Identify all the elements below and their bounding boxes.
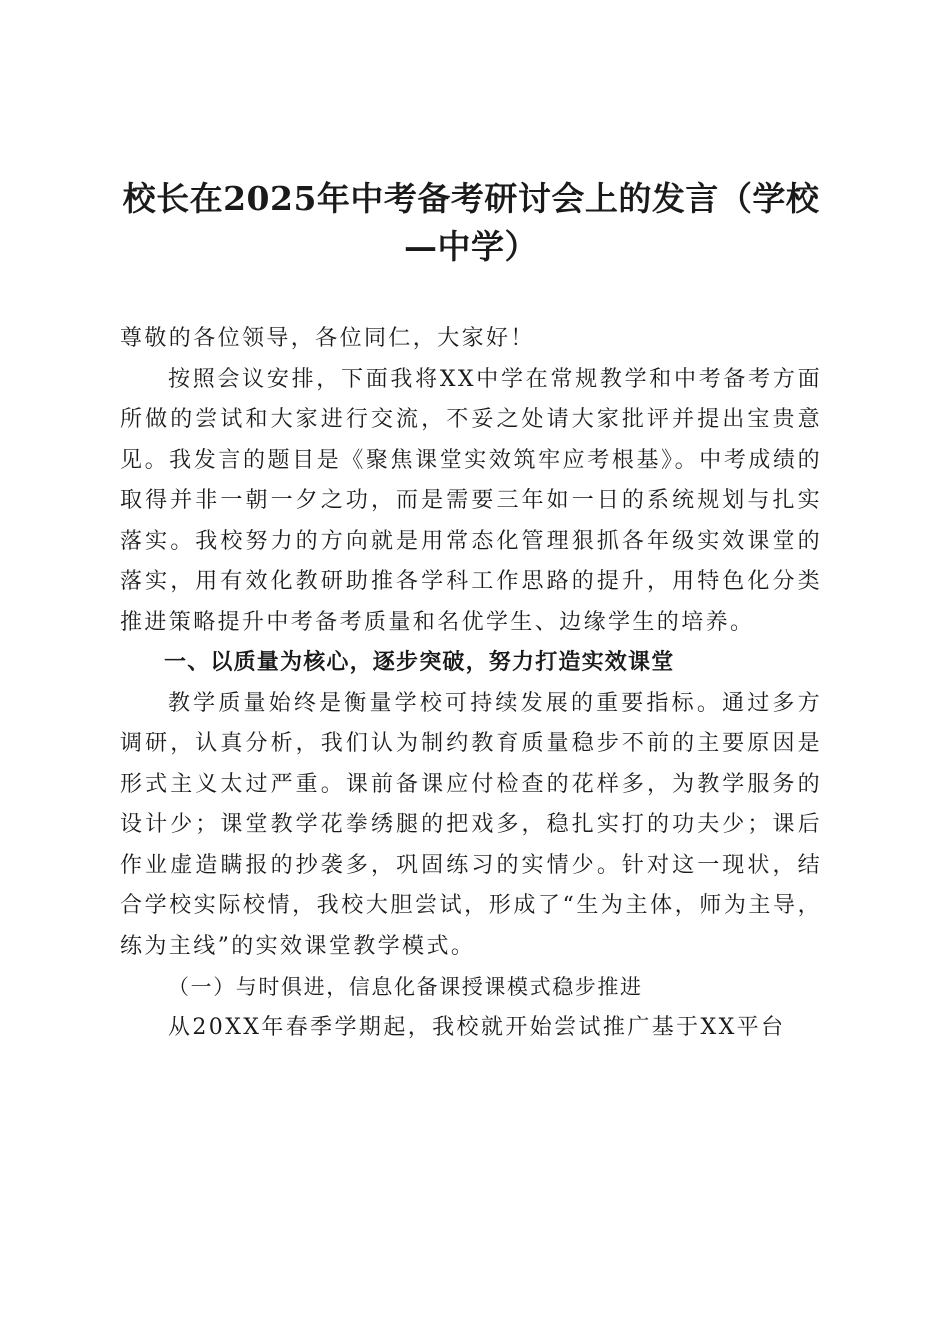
subsection-1-paragraph: 从20XX年春季学期起，我校就开始尝试推广基于XX平台: [168, 1014, 786, 1040]
section-1-paragraph: 教学质量始终是衡量学校可持续发展的重要指标。通过多方调研，认真分析，我们认为制约教育质量稳步不前的主要原因是形式主义太过严重。课前备课应付检查的花样多，为教学服务的设计少；课堂教学花拳绣腿的把戏多，稳扎实打的功夫少；课后作业虚造瞒报的抄袭多，巩固练习的实情少。针对这一现状，结合学校实际校情，我校大胆尝试，形成了“生为主体，师为主导，练为主线”的实效课堂教学模式。: [120, 690, 822, 959]
subsection-1-heading: （一）与时俱进，信息化备课授课模式稳步推进: [168, 975, 643, 999]
greeting: 尊敬的各位领导，各位同仁，大家好！: [120, 326, 535, 351]
section-1-heading: 一、以质量为核心，逐步突破，努力打造实效课堂: [164, 650, 675, 675]
document-title: 校长在2025年中考备考研讨会上的发言（学校—中学）: [122, 179, 820, 266]
intro-paragraph: 按照会议安排，下面我将XX中学在常规教学和中考备考方面所做的尝试和大家进行交流，不妥之处请大家批评并提出宝贵意见。我发言的题目是《聚焦课堂实效筑牢应考根基》。中考成绩的取得并非一朝一夕之功，而是需要三年如一日的系统规划与扎实落实。我校努力的方向就是用常态化管理狠抓各年级实效课堂的落实，用有效化教研助推各学科工作思路的提升，用特色化分类推进策略提升中考备考质量和名优学生、边缘学生的培养。: [120, 366, 822, 635]
document-body: [120, 319, 822, 1048]
document-page: [120, 175, 822, 1048]
